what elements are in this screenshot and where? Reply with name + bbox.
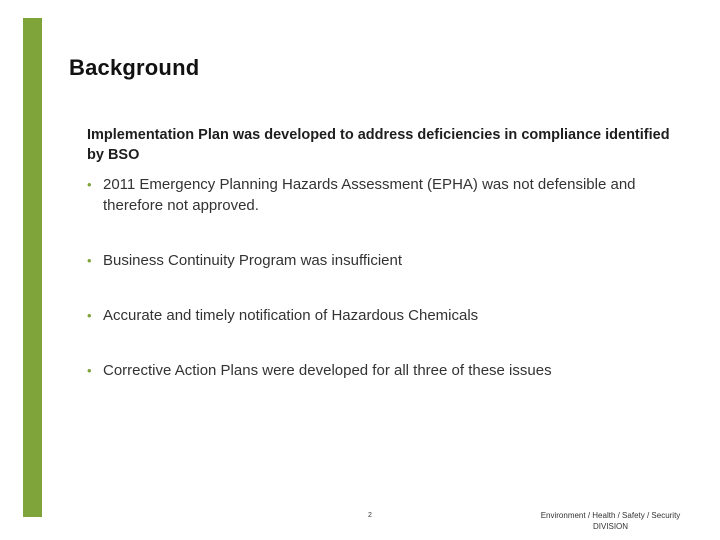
bullet-marker: • — [87, 308, 92, 323]
bullet-item — [87, 360, 687, 381]
bullet-item — [87, 174, 687, 216]
bullet-text: 2011 Emergency Planning Hazards Assessment (EPHA) was not defensible and therefore not approved. — [103, 176, 636, 214]
bullet-marker: • — [87, 363, 92, 378]
bullet-marker: • — [87, 177, 92, 192]
intro-paragraph: Implementation Plan was developed to address deficiencies in compliance identified by BSO — [87, 127, 670, 163]
bullet-item — [87, 250, 687, 271]
page-number: 2 — [368, 512, 372, 519]
accent-bar — [23, 18, 42, 517]
bullet-marker: • — [87, 253, 92, 268]
bullet-text: Accurate and timely notification of Hazardous Chemicals — [103, 307, 479, 324]
bullet-item — [87, 305, 687, 326]
slide-title: Background — [69, 55, 200, 80]
bullet-text: Corrective Action Plans were developed for all three of these issues — [103, 362, 552, 379]
footer-organization: Environment / Health / Safety / Security DIVISION — [540, 511, 681, 531]
bullet-text: Business Continuity Program was insufficient — [103, 252, 403, 269]
